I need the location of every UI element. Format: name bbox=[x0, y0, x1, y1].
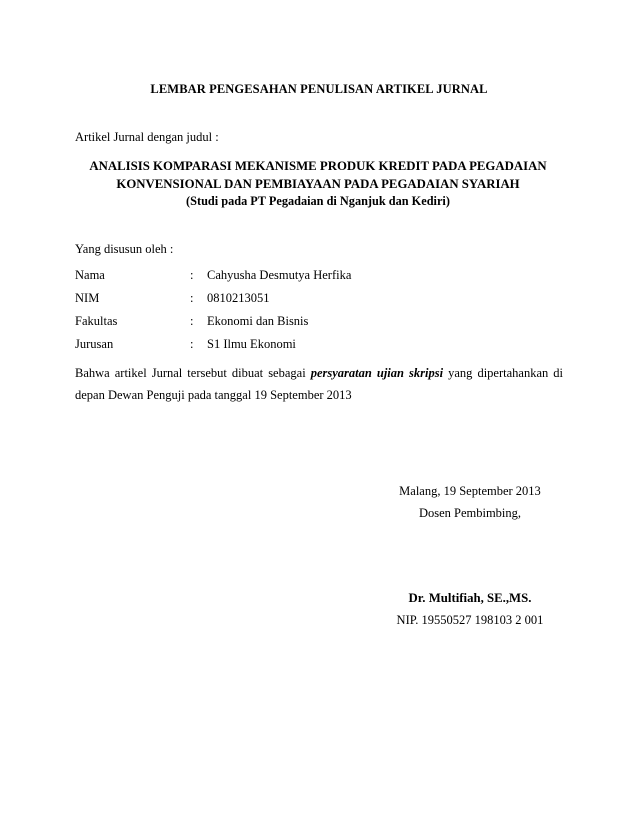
statement-paragraph bbox=[75, 362, 563, 406]
article-title bbox=[70, 158, 566, 211]
title-label: Artikel Jurnal dengan judul : bbox=[75, 130, 219, 144]
authored-by-label: Yang disusun oleh : bbox=[75, 242, 174, 256]
info-separator: : bbox=[190, 291, 194, 305]
article-title-subtitle: (Studi pada PT Pegadaian di Nganjuk dan Kediri) bbox=[186, 194, 450, 208]
page-heading: LEMBAR PENGESAHAN PENULISAN ARTIKEL JURNAL bbox=[150, 82, 488, 96]
statement-text: yang dipertahankan di bbox=[448, 366, 564, 380]
info-separator: : bbox=[190, 314, 194, 328]
info-separator: : bbox=[190, 337, 194, 351]
info-label: NIM bbox=[75, 291, 100, 305]
info-value: 0810213051 bbox=[207, 291, 270, 305]
info-label: Jurusan bbox=[75, 337, 114, 351]
signatory-name: Dr. Multifiah, SE.,MS. bbox=[408, 591, 532, 605]
info-value: Ekonomi dan Bisnis bbox=[207, 314, 309, 328]
article-title-line-1: ANALISIS KOMPARASI MEKANISME PRODUK KREDIT PADA PEGADAIAN bbox=[89, 159, 547, 173]
info-separator: : bbox=[190, 268, 194, 282]
statement-line-2: depan Dewan Penguji pada tanggal 19 September 2013 bbox=[75, 388, 352, 402]
signature-place-date: Malang, 19 September 2013 bbox=[399, 484, 541, 498]
info-label: Fakultas bbox=[75, 314, 118, 328]
statement-line-1 bbox=[75, 362, 563, 384]
info-label: Nama bbox=[75, 268, 105, 282]
statement-text: Bahwa artikel Jurnal tersebut dibuat sebagai bbox=[75, 366, 306, 380]
statement-emphasis: persyaratan ujian skripsi bbox=[310, 366, 444, 380]
info-value: S1 Ilmu Ekonomi bbox=[207, 337, 296, 351]
info-value: Cahyusha Desmutya Herfika bbox=[207, 268, 352, 282]
signatory-nip: NIP. 19550527 198103 2 001 bbox=[396, 613, 544, 627]
article-title-line-2: KONVENSIONAL DAN PEMBIAYAAN PADA PEGADAIAN SYARIAH bbox=[116, 176, 520, 191]
signature-role: Dosen Pembimbing, bbox=[418, 506, 522, 520]
